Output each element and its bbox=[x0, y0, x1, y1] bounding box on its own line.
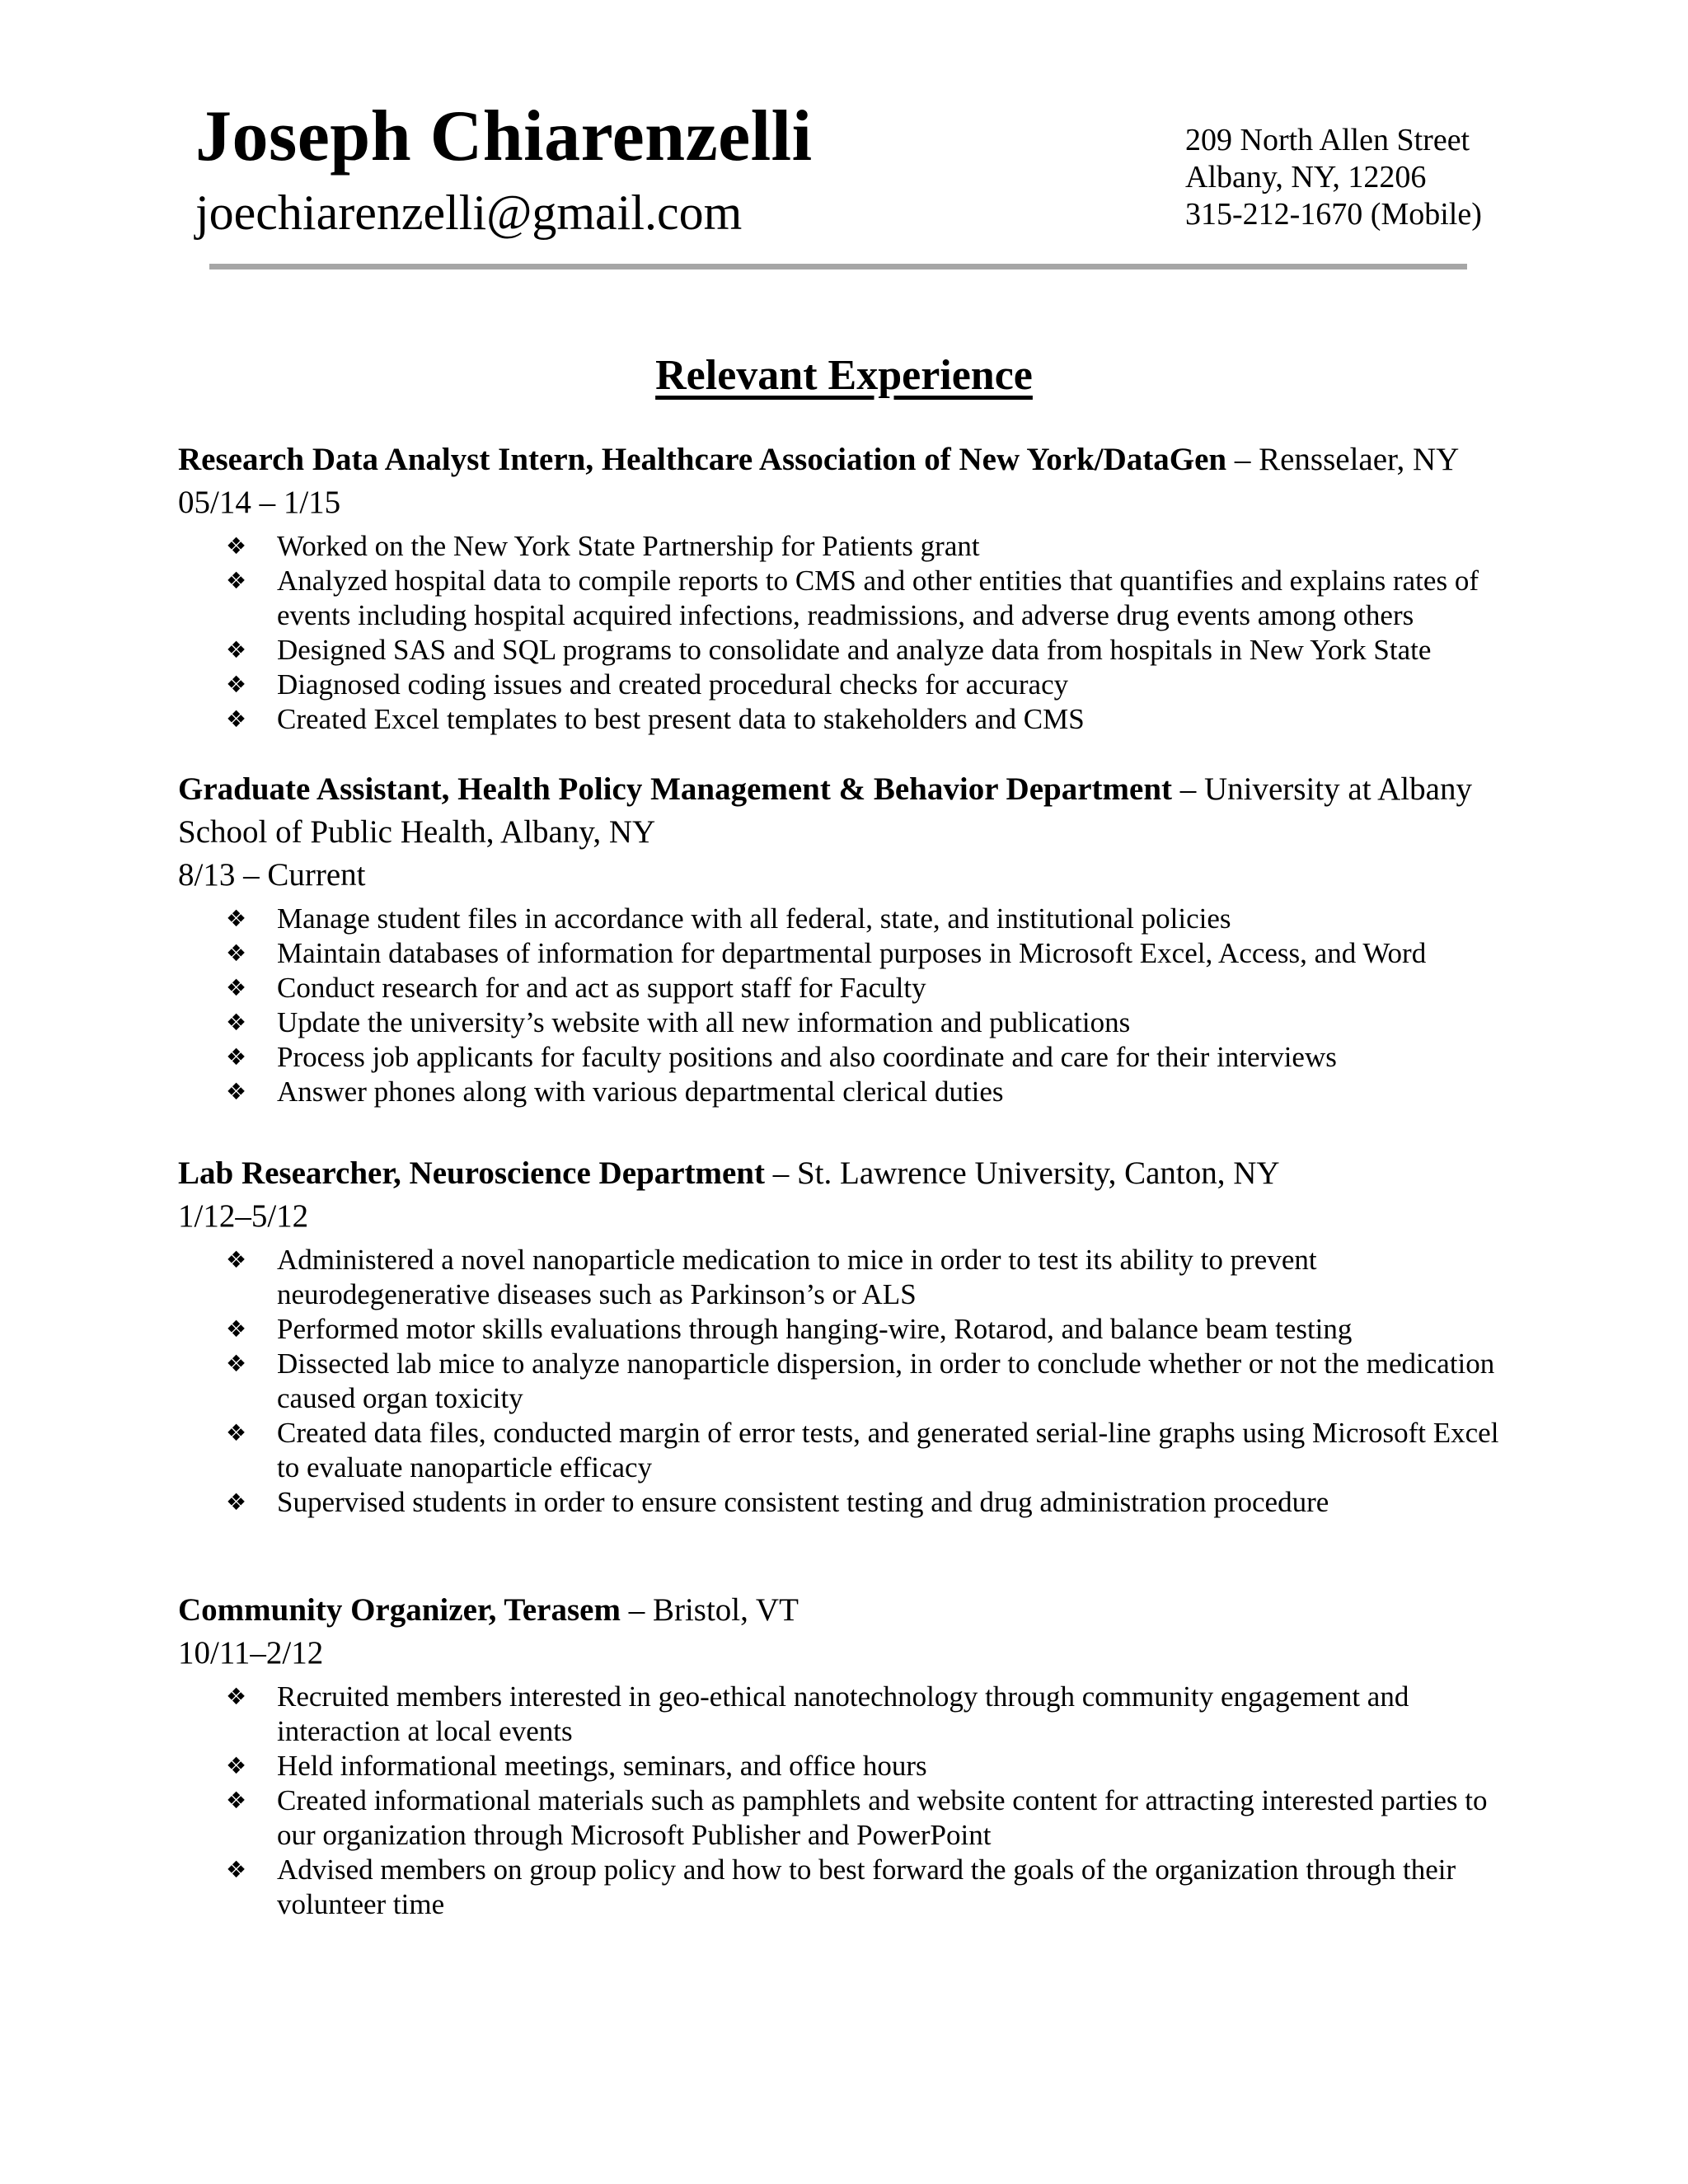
bullet-icon: ❖ bbox=[226, 1043, 247, 1071]
bullet-icon: ❖ bbox=[226, 1488, 247, 1516]
bullet-icon: ❖ bbox=[226, 636, 247, 663]
bullet-icon: ❖ bbox=[226, 1315, 247, 1343]
list-item: ❖ Maintain databases of information for departmental purposes in Microsoft Excel, Access, and Word bbox=[226, 937, 1427, 969]
contact-block bbox=[1185, 122, 1482, 233]
bullet-icon: ❖ bbox=[226, 705, 247, 733]
job-title: Community Organizer, Terasem bbox=[178, 1592, 621, 1628]
bullet-icon: ❖ bbox=[226, 940, 247, 967]
job-entry bbox=[178, 438, 1513, 737]
bullet-icon: ❖ bbox=[226, 905, 247, 932]
job-heading bbox=[178, 768, 1513, 854]
list-item: ❖ Advised members on group policy and how to best forward the goals of the organization through their volunteer time bbox=[226, 1854, 1456, 1920]
list-item: ❖ Conduct research for and act as support staff for Faculty bbox=[226, 972, 926, 1004]
phone-number: 315-212-1670 (Mobile) bbox=[1185, 197, 1482, 232]
job-location: – St. Lawrence University, Canton, NY bbox=[764, 1155, 1280, 1191]
address-line-2: Albany, NY, 12206 bbox=[1185, 160, 1427, 194]
bullet-icon: ❖ bbox=[226, 1419, 247, 1446]
job-location: – University at Albany School of Public Health, Albany, NY bbox=[178, 771, 1472, 850]
bullet-icon: ❖ bbox=[226, 671, 247, 698]
list-item: ❖ Answer phones along with various departmental clerical duties bbox=[226, 1076, 1004, 1108]
list-item: ❖ Designed SAS and SQL programs to consolidate and analyze data from hospitals in New York State bbox=[226, 634, 1432, 666]
bullet-icon: ❖ bbox=[226, 1787, 247, 1814]
job-heading bbox=[178, 1152, 1513, 1195]
list-item: ❖ Performed motor skills evaluations through hanging-wire, Rotarod, and balance beam testing bbox=[226, 1313, 1353, 1345]
job-entry bbox=[178, 768, 1513, 1109]
job-title: Research Data Analyst Intern, Healthcare Association of New York/DataGen bbox=[178, 442, 1227, 477]
job-location: – Rensselaer, NY bbox=[1226, 442, 1460, 477]
address-line-1: 209 North Allen Street bbox=[1185, 123, 1470, 157]
list-item: ❖ Recruited members interested in geo-ethical nanotechnology through community engagement and interaction at local events bbox=[226, 1680, 1409, 1747]
candidate-name: Joseph Chiarenzelli bbox=[195, 96, 813, 176]
job-bullets bbox=[178, 902, 1513, 1109]
bullet-icon: ❖ bbox=[226, 567, 247, 594]
bullet-icon: ❖ bbox=[226, 1078, 247, 1105]
job-bullets bbox=[178, 1680, 1513, 1922]
job-heading bbox=[178, 438, 1513, 481]
bullet-icon: ❖ bbox=[226, 1856, 247, 1883]
job-title: Lab Researcher, Neuroscience Department bbox=[178, 1155, 765, 1191]
list-item: ❖ Administered a novel nanoparticle medication to mice in order to test its ability to prevent neurodegenerative diseases such as Parkinson’s or ALS bbox=[226, 1244, 1317, 1310]
section-title: Relevant Experience bbox=[655, 352, 1033, 399]
job-dates: 1/12–5/12 bbox=[178, 1198, 309, 1234]
candidate-email[interactable]: joechiarenzelli@gmail.com bbox=[195, 185, 743, 240]
job-location: – Bristol, VT bbox=[620, 1592, 799, 1628]
list-item: ❖ Diagnosed coding issues and created procedural checks for accuracy bbox=[226, 668, 1069, 701]
bullet-icon: ❖ bbox=[226, 1246, 247, 1273]
bullet-icon: ❖ bbox=[226, 532, 247, 560]
list-item: ❖ Analyzed hospital data to compile reports to CMS and other entities that quantifies and explains rates of events including hospital acquired infections, readmissions, and adverse drug events among others bbox=[226, 565, 1479, 631]
job-heading bbox=[178, 1589, 1513, 1632]
job-dates: 05/14 – 1/15 bbox=[178, 485, 341, 520]
bullet-icon: ❖ bbox=[226, 1683, 247, 1710]
job-entry bbox=[178, 1152, 1513, 1520]
job-dates: 10/11–2/12 bbox=[178, 1635, 324, 1671]
list-item: ❖ Process job applicants for faculty positions and also coordinate and care for their interviews bbox=[226, 1041, 1337, 1073]
list-item: ❖ Created informational materials such as pamphlets and website content for attracting interested parties to our organization through Microsoft Publisher and PowerPoint bbox=[226, 1784, 1488, 1851]
list-item: ❖ Created Excel templates to best present data to stakeholders and CMS bbox=[226, 703, 1085, 735]
header-divider bbox=[209, 264, 1467, 269]
list-item: ❖ Created data files, conducted margin of error tests, and generated serial-line graphs using Microsoft Excel to evaluate nanoparticle efficacy bbox=[226, 1417, 1499, 1483]
job-title: Graduate Assistant, Health Policy Management & Behavior Department bbox=[178, 771, 1172, 807]
list-item: ❖ Dissected lab mice to analyze nanoparticle dispersion, in order to conclude whether or not the medication caused organ toxicity bbox=[226, 1347, 1495, 1414]
list-item: ❖ Worked on the New York State Partnership for Patients grant bbox=[226, 530, 980, 562]
list-item: ❖ Held informational meetings, seminars, and office hours bbox=[226, 1750, 927, 1782]
job-bullets bbox=[178, 1243, 1513, 1520]
list-item: ❖ Supervised students in order to ensure consistent testing and drug administration procedure bbox=[226, 1486, 1329, 1518]
job-entry bbox=[178, 1589, 1513, 1922]
bullet-icon: ❖ bbox=[226, 1009, 247, 1036]
bullet-icon: ❖ bbox=[226, 974, 247, 1001]
job-dates: 8/13 – Current bbox=[178, 857, 366, 893]
list-item: ❖ Manage student files in accordance with all federal, state, and institutional policies bbox=[226, 902, 1231, 935]
bullet-icon: ❖ bbox=[226, 1752, 247, 1779]
list-item: ❖ Update the university’s website with all new information and publications bbox=[226, 1006, 1131, 1038]
bullet-icon: ❖ bbox=[226, 1350, 247, 1377]
job-bullets bbox=[178, 529, 1513, 737]
